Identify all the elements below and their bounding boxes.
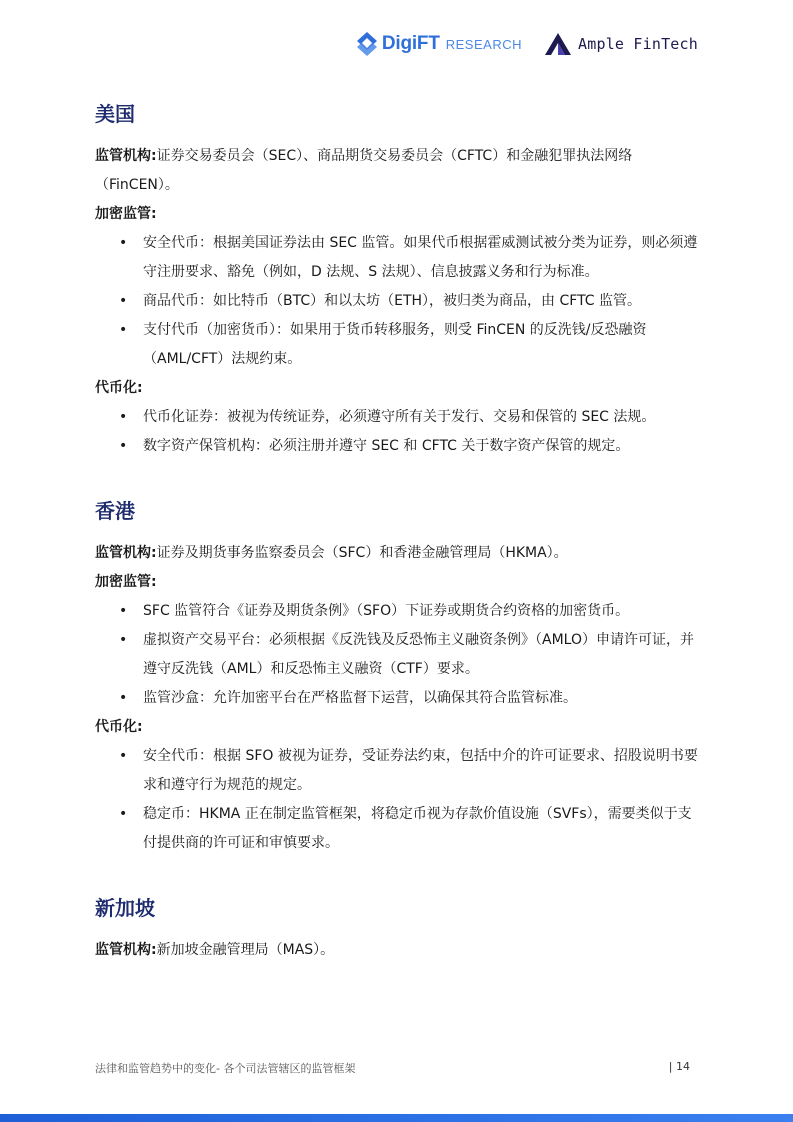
section-singapore bbox=[95, 892, 701, 965]
regulator-line bbox=[95, 142, 701, 200]
ample-a-icon bbox=[544, 32, 572, 56]
bullet-dot: • bbox=[119, 603, 128, 619]
crypto-label: 加密监管: bbox=[95, 206, 157, 222]
list-item-text: 安全代币：根据 SFO 被视为证券，受证券法约束，包括中介的许可证要求、招股说明书要求和遵守行为规范的规定。 bbox=[143, 748, 698, 793]
bullet-dot: • bbox=[119, 632, 128, 648]
list-item bbox=[95, 229, 701, 287]
regulator-line bbox=[95, 539, 701, 568]
bullet-dot: • bbox=[119, 409, 128, 425]
list-item bbox=[95, 403, 701, 432]
bullet-dot: • bbox=[119, 235, 128, 251]
regulator-label: 监管机构: bbox=[95, 148, 157, 164]
page-number: | 14 bbox=[668, 1060, 690, 1073]
footer-caption: 法律和监管趋势中的变化- 各个司法管辖区的监管框架 bbox=[95, 1062, 356, 1075]
list-item-text: 监管沙盒：允许加密平台在严格监督下运营，以确保其符合监管标准。 bbox=[143, 690, 577, 706]
bullet-dot: • bbox=[119, 322, 128, 338]
bullet-dot: • bbox=[119, 690, 128, 706]
regulator-label: 监管机构: bbox=[95, 942, 157, 958]
tokenization-list bbox=[95, 742, 701, 858]
regulator-text: 新加坡金融管理局（MAS）。 bbox=[156, 942, 335, 958]
digift-research-label: RESEARCH bbox=[445, 36, 522, 52]
page-header bbox=[356, 28, 698, 60]
bullet-dot: • bbox=[119, 438, 128, 454]
crypto-label: 加密监管: bbox=[95, 574, 157, 590]
digift-logo bbox=[356, 31, 522, 57]
list-item bbox=[95, 316, 701, 374]
ample-wordmark: Ample FinTech bbox=[578, 35, 698, 53]
regulator-label: 监管机构: bbox=[95, 545, 157, 561]
list-item-text: 商品代币：如比特币（BTC）和以太坊（ETH），被归类为商品，由 CFTC 监管。 bbox=[143, 293, 642, 309]
list-item bbox=[95, 626, 701, 684]
list-item bbox=[95, 800, 701, 858]
regulator-line bbox=[95, 936, 701, 965]
digift-wordmark: DigiFT bbox=[381, 33, 440, 54]
list-item bbox=[95, 742, 701, 800]
list-item bbox=[95, 684, 701, 713]
bullet-dot: • bbox=[119, 748, 128, 764]
list-item-text: 代币化证券：被视为传统证券，必须遵守所有关于发行、交易和保管的 SEC 法规。 bbox=[143, 409, 656, 425]
list-item-text: 安全代币：根据美国证券法由 SEC 监管。如果代币根据霍威测试被分类为证券，则必须遵守注册要求、豁免（例如，D 法规、S 法规）、信息披露义务和行为标准。 bbox=[143, 235, 698, 280]
regulator-text: 证券及期货事务监察委员会（SFC）和香港金融管理局（HKMA）。 bbox=[156, 545, 568, 561]
crypto-list bbox=[95, 229, 701, 374]
bottom-accent-bar bbox=[0, 1114, 793, 1122]
crypto-list bbox=[95, 597, 701, 713]
list-item bbox=[95, 287, 701, 316]
list-item bbox=[95, 597, 701, 626]
digift-diamond-icon bbox=[356, 31, 378, 57]
section-title: 新加坡 bbox=[95, 896, 155, 920]
section-hong-kong bbox=[95, 495, 701, 858]
list-item-text: 稳定币：HKMA 正在制定监管框架，将稳定币视为存款价值设施（SVFs），需要类似于支付提供商的许可证和审慎要求。 bbox=[143, 806, 692, 851]
document-body bbox=[95, 98, 701, 999]
section-title: 香港 bbox=[95, 499, 135, 523]
section-title: 美国 bbox=[95, 102, 135, 126]
list-item-text: 数字资产保管机构：必须注册并遵守 SEC 和 CFTC 关于数字资产保管的规定。 bbox=[143, 438, 630, 454]
regulator-text: 证券交易委员会（SEC）、商品期货交易委员会（CFTC）和金融犯罪执法网络（FinCEN）。 bbox=[95, 148, 633, 193]
list-item-text: SFC 监管符合《证券及期货条例》（SFO）下证券或期货合约资格的加密货币。 bbox=[143, 603, 630, 619]
section-usa bbox=[95, 98, 701, 461]
list-item bbox=[95, 432, 701, 461]
tokenization-label: 代币化: bbox=[95, 380, 143, 396]
list-item-text: 虚拟资产交易平台：必须根据《反洗钱及反恐怖主义融资条例》（AMLO）申请许可证，并遵守反洗钱（AML）和反恐怖主义融资（CTF）要求。 bbox=[143, 632, 694, 677]
bullet-dot: • bbox=[119, 806, 128, 822]
bullet-dot: • bbox=[119, 293, 128, 309]
ample-logo bbox=[544, 32, 698, 56]
page-footer bbox=[95, 1060, 695, 1076]
list-item-text: 支付代币（加密货币）：如果用于货币转移服务，则受 FinCEN 的反洗钱/反恐融资（AML/CFT）法规约束。 bbox=[143, 322, 647, 367]
tokenization-label: 代币化: bbox=[95, 719, 143, 735]
tokenization-list bbox=[95, 403, 701, 461]
